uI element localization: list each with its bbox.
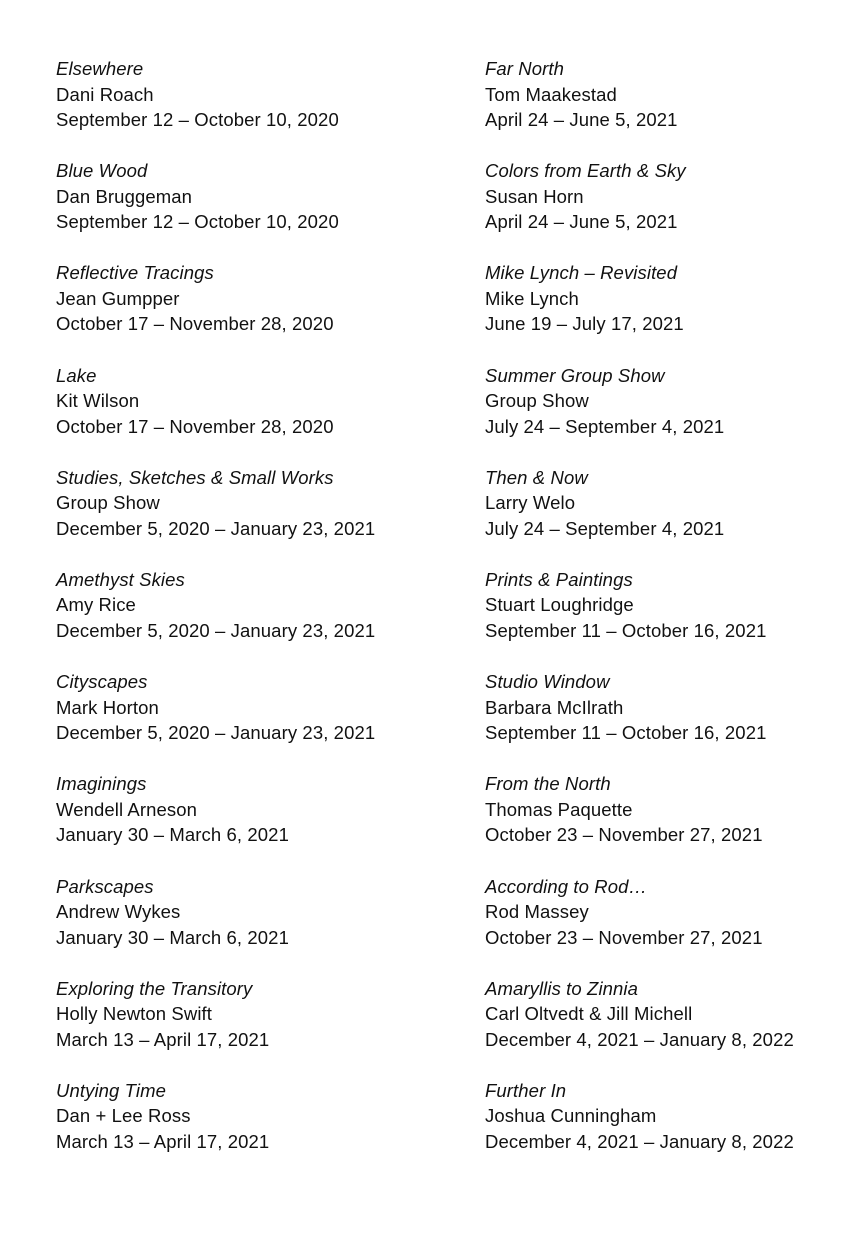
exhibition-entry xyxy=(56,158,446,260)
exhibition-artist: Carl Oltvedt & Jill Michell xyxy=(485,1003,693,1025)
exhibition-title: According to Rod… xyxy=(485,875,648,897)
exhibition-artist: Tom Maakestad xyxy=(485,83,617,105)
exhibition-title: Parkscapes xyxy=(56,875,154,897)
exhibition-entry xyxy=(485,771,864,873)
exhibition-title: Exploring the Transitory xyxy=(56,977,253,999)
exhibition-dates: December 5, 2020 – January 23, 2021 xyxy=(56,517,376,539)
exhibition-artist: Wendell Arneson xyxy=(56,798,198,820)
exhibition-artist: Joshua Cunningham xyxy=(485,1105,657,1127)
exhibition-title: Prints & Paintings xyxy=(485,568,633,590)
exhibition-dates: December 5, 2020 – January 23, 2021 xyxy=(56,619,376,641)
exhibition-dates: January 30 – March 6, 2021 xyxy=(56,824,289,846)
exhibition-title: Amethyst Skies xyxy=(56,568,185,590)
exhibition-column-right xyxy=(485,56,864,1180)
exhibition-artist: Dani Roach xyxy=(56,83,154,105)
exhibition-entry xyxy=(56,260,446,362)
exhibition-dates: March 13 – April 17, 2021 xyxy=(56,1130,270,1152)
exhibition-title: Reflective Tracings xyxy=(56,262,214,284)
exhibition-entry xyxy=(485,56,864,158)
exhibition-dates: July 24 – September 4, 2021 xyxy=(485,517,725,539)
exhibition-artist: Rod Massey xyxy=(485,901,589,922)
exhibition-dates: September 11 – October 16, 2021 xyxy=(485,722,767,744)
exhibition-title: Elsewhere xyxy=(56,58,144,79)
exhibition-title: Amaryllis to Zinnia xyxy=(485,977,639,999)
exhibition-entry xyxy=(56,465,446,567)
exhibition-title: Studio Window xyxy=(485,671,610,693)
exhibition-dates: April 24 – June 5, 2021 xyxy=(485,109,678,130)
exhibition-title: Studies, Sketches & Small Works xyxy=(56,466,334,488)
exhibition-entry xyxy=(485,669,864,771)
exhibition-artist: Holly Newton Swift xyxy=(56,1003,213,1025)
exhibition-dates: January 30 – March 6, 2021 xyxy=(56,926,289,948)
exhibition-title: Imaginings xyxy=(56,773,147,795)
exhibition-entry xyxy=(485,976,864,1078)
exhibition-artist: Andrew Wykes xyxy=(56,901,181,922)
exhibition-title: Cityscapes xyxy=(56,671,148,693)
exhibition-artist: Stuart Loughridge xyxy=(485,594,634,616)
exhibition-dates: October 17 – November 28, 2020 xyxy=(56,415,334,437)
exhibition-title: Far North xyxy=(485,58,565,79)
exhibition-artist: Kit Wilson xyxy=(56,390,140,412)
exhibition-artist: Mike Lynch xyxy=(485,287,579,309)
exhibition-artist: Dan + Lee Ross xyxy=(56,1105,191,1127)
exhibition-artist: Mark Horton xyxy=(56,696,159,718)
exhibition-dates: October 17 – November 28, 2020 xyxy=(56,313,334,335)
exhibition-entry xyxy=(485,1078,864,1180)
exhibition-artist: Barbara McIlrath xyxy=(485,696,624,718)
exhibition-entry xyxy=(485,567,864,669)
exhibition-dates: March 13 – April 17, 2021 xyxy=(56,1028,270,1050)
exhibition-title: From the North xyxy=(485,773,611,795)
exhibition-artist: Susan Horn xyxy=(485,185,584,207)
exhibition-dates: April 24 – June 5, 2021 xyxy=(485,211,678,233)
exhibition-entry xyxy=(56,56,446,158)
exhibition-title: Then & Now xyxy=(485,466,588,488)
exhibition-title: Further In xyxy=(485,1079,567,1101)
exhibition-artist: Thomas Paquette xyxy=(485,798,633,820)
exhibition-dates: October 23 – November 27, 2021 xyxy=(485,926,763,948)
exhibition-dates: June 19 – July 17, 2021 xyxy=(485,313,684,335)
exhibition-entry xyxy=(485,363,864,465)
exhibition-title: Colors from Earth & Sky xyxy=(485,160,686,182)
exhibition-dates: December 4, 2021 – January 8, 2022 xyxy=(485,1130,794,1152)
exhibition-artist: Dan Bruggeman xyxy=(56,185,193,207)
exhibition-entry xyxy=(485,260,864,362)
exhibition-title: Untying Time xyxy=(56,1079,167,1101)
exhibition-entry xyxy=(56,363,446,465)
exhibition-title: Lake xyxy=(56,364,97,386)
exhibition-entry xyxy=(56,1078,446,1180)
exhibition-column-left xyxy=(56,56,446,1180)
exhibition-entry xyxy=(485,874,864,976)
exhibition-dates: December 5, 2020 – January 23, 2021 xyxy=(56,722,376,744)
exhibition-title: Mike Lynch – Revisited xyxy=(485,262,678,284)
exhibition-entry xyxy=(56,771,446,873)
exhibition-title: Summer Group Show xyxy=(485,364,665,386)
exhibition-entry xyxy=(485,465,864,567)
exhibition-entry xyxy=(485,158,864,260)
exhibition-dates: July 24 – September 4, 2021 xyxy=(485,415,725,437)
exhibition-artist: Group Show xyxy=(56,492,160,514)
exhibition-dates: September 12 – October 10, 2020 xyxy=(56,211,339,233)
exhibition-entry xyxy=(56,976,446,1078)
exhibition-dates: December 4, 2021 – January 8, 2022 xyxy=(485,1028,794,1050)
exhibition-dates: September 11 – October 16, 2021 xyxy=(485,619,767,641)
exhibition-dates: September 12 – October 10, 2020 xyxy=(56,109,339,130)
exhibition-artist: Group Show xyxy=(485,390,589,412)
exhibition-entry xyxy=(56,874,446,976)
exhibition-artist: Larry Welo xyxy=(485,492,576,514)
exhibition-artist: Amy Rice xyxy=(56,594,136,616)
exhibition-title: Blue Wood xyxy=(56,160,148,182)
exhibition-entry xyxy=(56,567,446,669)
exhibition-dates: October 23 – November 27, 2021 xyxy=(485,824,763,846)
exhibition-entry xyxy=(56,669,446,771)
exhibition-artist: Jean Gumpper xyxy=(56,287,180,309)
